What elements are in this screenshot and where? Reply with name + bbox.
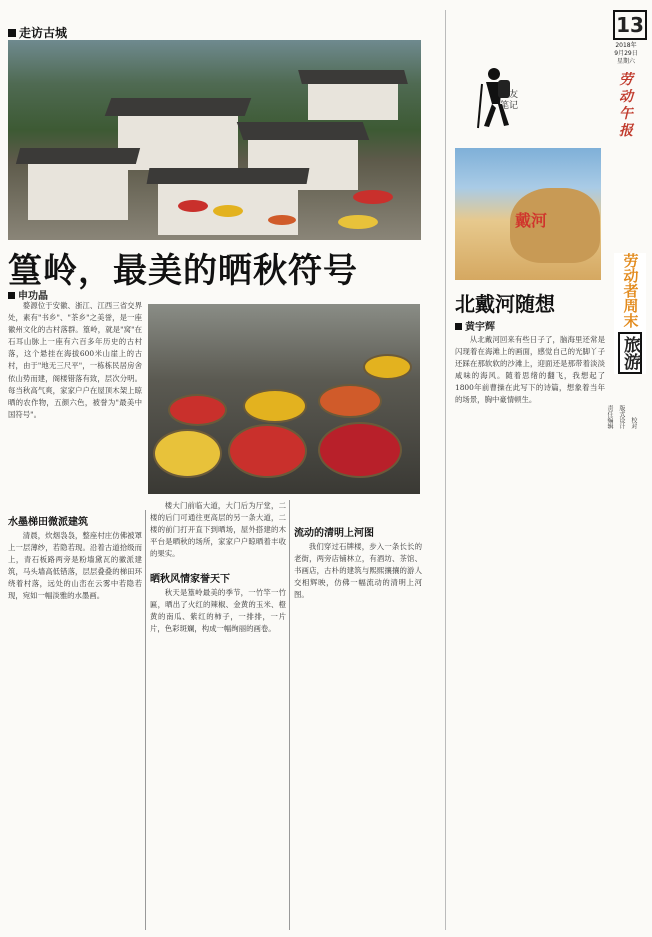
intro-paragraph	[8, 300, 142, 505]
masthead-text: 劳动午报	[619, 72, 633, 139]
editor-credit-1: 责任编辑	[606, 405, 613, 429]
column-1-text: 清晨，炊烟袅袅，整座村庄仿佛被罩上一层薄纱，若隐若现。沿着古道拾级而上，青石板路两旁是粉墙黛瓦的徽派建筑，马头墙高低错落，层层叠叠的梯田环绕着村落，远处的山峦在云雾中若隐若现，宛如一幅淡雅的水墨画。	[8, 531, 142, 601]
column-2-bottom	[150, 587, 286, 927]
column-name-line-2: 笔记	[500, 101, 519, 111]
section-label-weekend: 劳动者周末	[621, 253, 640, 328]
section-label-travel: 旅游	[618, 332, 642, 374]
subhead-2: 晒秋风情家誉天下	[150, 574, 230, 585]
village-photo	[8, 40, 421, 240]
section-tag-label: 走访古城	[19, 26, 68, 40]
subhead-1: 水墨梯田微派建筑	[8, 517, 88, 528]
column-1	[8, 530, 142, 930]
right-article-body	[455, 334, 605, 929]
square-icon	[8, 292, 15, 299]
column-divider	[145, 510, 146, 930]
section-tag	[8, 24, 67, 41]
author-name: 申功晶	[18, 291, 48, 302]
date-year: 2018年	[615, 42, 637, 49]
section-label	[614, 253, 646, 374]
editor-credits	[604, 405, 648, 432]
column-3-text: 我们穿过石牌楼，步入一条长长的老街，两旁店铺林立，有酒坊、茶馆、书画店，古朴的建筑与熙熙攘攘的游人交相辉映，仿佛一幅流动的清明上河图。	[294, 542, 422, 600]
drying-harvest-photo	[148, 304, 420, 494]
square-icon	[8, 29, 16, 37]
page-divider	[445, 10, 446, 930]
beidaihe-photo	[455, 148, 601, 280]
column-3	[294, 541, 422, 929]
right-author-name: 黄宇辉	[465, 322, 495, 333]
rock-inscription: 戴河	[515, 211, 548, 230]
date-day: 9月29日	[614, 50, 638, 57]
issue-date	[604, 42, 648, 66]
column-2-top	[150, 500, 286, 560]
column-2-text-b: 秋天是篁岭最美的季节，一竹竿一竹匾，晒出了火红的辣椒、金黄的玉米、橙黄的南瓜、紫红的柿子，一排排，一片片，色彩斑斓，构成一幅绚丽的画卷。	[150, 588, 286, 634]
column-name	[500, 90, 518, 112]
column-divider	[289, 500, 290, 930]
right-article-text: 从北戴河回来有些日子了，脑海里还常是闪现着在海滩上的画面，感觉自己的光脚丫子还踩在那软软的沙滩上，迎面还是那带着淡淡咸味的海风。随着思绪的翻飞，我想起了1800年前曹操在此写下的诗篇，想象着当年的场景，胸中豪情顿生。	[455, 335, 605, 405]
page-number: 13	[613, 10, 647, 40]
column-2-text: 楼大门前临大道，大门后为厅堂，二楼的后门可通往更高层的另一条大道，二楼的前门打开直下到晒场，屋外搭建的木平台是晒秋的场所，家家户户晾晒着丰收的果实。	[150, 501, 286, 559]
subhead-3: 流动的清明上河图	[294, 528, 374, 539]
column-name-line-1: 驴友	[500, 90, 519, 100]
editor-credit-2: 版式设计	[617, 405, 625, 429]
article-title: 篁岭，最美的晒秋符号	[8, 251, 358, 291]
right-article-author	[455, 318, 495, 333]
editor-credit-3: 校对	[629, 417, 637, 429]
date-weekday: 星期六	[616, 58, 635, 65]
intro-text: 婺源位于安徽、浙江、江西三省交界处，素有"书乡"、"茶乡"之美誉，是一座徽州文化的古村落群。篁岭，就是"窝"在石耳山脉上一座有六百多年历史的古村落，这个悬挂在海拔600米山崖上的古村，由于"地无三尺平"，一栋栋民居房舍依山势而建，阁楼错落有致，层次分明。每当秋高气爽，家家户户在屋顶木架上晾晒的农作物，五颜六色，被誉为"最美中国符号"。	[8, 301, 142, 419]
right-article-title: 北戴河随想	[455, 292, 555, 316]
square-icon	[455, 323, 462, 330]
masthead-logo	[613, 72, 639, 140]
